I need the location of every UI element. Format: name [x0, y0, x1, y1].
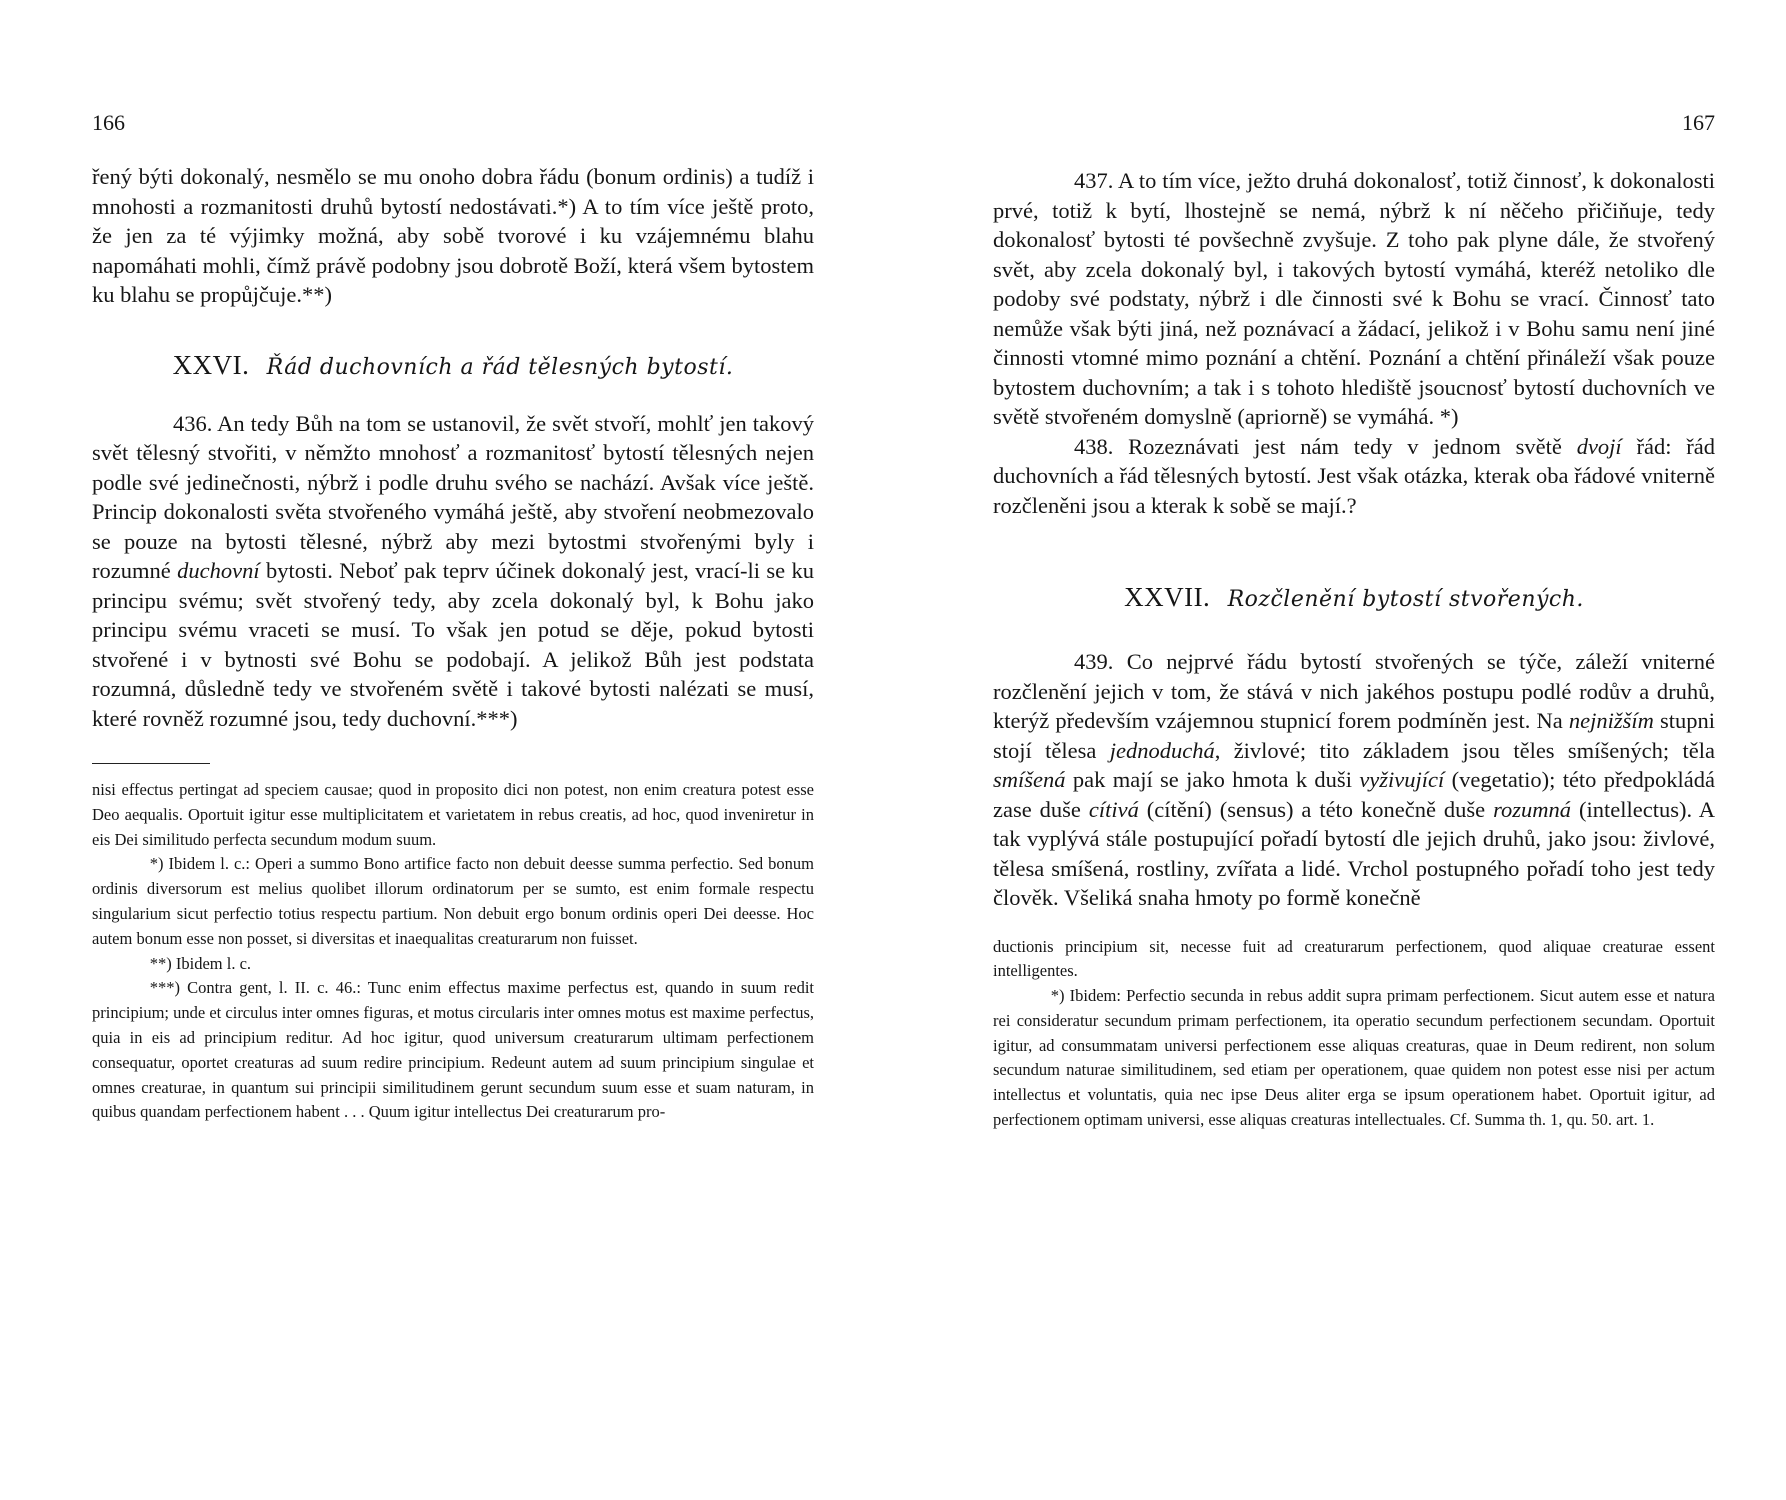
paragraph-continued: řený býti dokonalý, nesmělo se mu onoho dobra řádu (bonum ordinis) a tudíž i mnohosti a rozmanitosti druhů bytostí nedostávati.*) A to tím více ještě proto, že jen za té výjimky možná, aby sobě tvorové i ku vzájemnému blahu napomáhati mohli, čímž právě podobny jsou dobrotě Boží, která všem bytostem ku blahu se propůjčuje.**) — [92, 164, 814, 307]
p438-text-b: řád: řád duchovních a řád tělesných bytostí. Jest však otázka, kterak oba řádové vniterně rozčleněni jsou a kterak k sobě se mají.? — [993, 433, 1716, 518]
section-heading-xxvii — [993, 582, 1715, 613]
p436-text-b: bytosti. Neboť pak teprv účinek dokonalý jest, vrací-li se ku principu svému; svět stvořený tedy, aby zcela dokonalý byl, k Bohu jako principu svému vraceti se musí. To však jen potud se děje, pokud bytosti stvořené i v bytnosti své Bohu se podobají. A jelikož Bůh jest podstata rozumná, důsledně tedy ve stvořeném světě i takové bytosti nalézati se musí, které rovněž rozumné jsou, tedy duchovní.***) — [92, 558, 815, 731]
left-page-content — [92, 162, 814, 1125]
section-heading-xxvi — [92, 350, 814, 381]
p439-text-3: , živlové; tito základem jsou těles smíšených; těla — [1214, 737, 1716, 763]
p436-text-a: 436. An tedy Bůh na tom se ustanovil, že svět stvoří, mohlť jen takový svět tělesný stvořiti, v němžto mnohosť a rozmanitosť bytostí tělesných nejen podle své jedinečnosti, nýbrž i podle druhu svého se nachází. Avšak více ještě. Princip dokonalosti světa stvořeného vymáhá ještě, aby stvoření neobmezovalo se pouze na bytosti tělesné, nýbrž aby mezi bytostmi stvořenými byly i rozumné — [92, 410, 814, 583]
p439-emphasis-4: vyživující — [1359, 767, 1445, 792]
heading-number: XXVII. — [1124, 582, 1211, 612]
paragraph-436 — [92, 409, 814, 734]
footnote-rule — [92, 763, 210, 764]
footnote-continued: ductionis principium sit, necesse fuit ad creaturarum perfectionem, quod aliquae creaturae essent intelligentes. — [993, 936, 1715, 981]
heading-title: Rozčlenění bytostí stvořených. — [1227, 587, 1584, 612]
footnote-1: *) Ibidem: Perfectio secunda in rebus addit supra primam perfectionem. Sicut autem esse et natura rei consideratur secundum primam perfectionem, ita operatio secundum perfectionem secundam. Oportuit igitur, ad consummatam universi perfectionem esse aliquas creaturas, quae in Deum redirent, non solum secundum naturae similitudinem, sed etiam per operationem, quae quidem non potest esse nisi per actum intellectus et voluntatis, quia nec ipse Deus aliter erga se ipsum operationem habet. Oportuit igitur, ad perfectionem optimam universi, esse aliquas creaturas intellectuales. Cf. Summa th. 1, qu. 50. art. 1. — [993, 986, 1715, 1130]
left-page — [92, 0, 814, 1500]
paragraph-438 — [993, 432, 1715, 521]
footnotes-right — [993, 935, 1715, 1133]
paragraph-439 — [993, 647, 1715, 913]
p438-text-a: 438. Rozeznávati jest nám tedy v jednom světě — [1074, 433, 1562, 459]
p439-text-7: (intellectus). A tak vyplývá stále postupující pořadí bytostí dle jejich druhů, jako jsou: živlové, tělesa smíšená, rostliny, zvířata a lidé. Vrchol postupného pořadí toho jest tedy člověk. Všeliká snaha hmoty po formě konečně — [993, 796, 1716, 910]
p439-emphasis-5: cítivá — [1088, 796, 1139, 822]
p439-emphasis-3: smíšená — [993, 767, 1066, 792]
p436-emphasis: duchovní — [177, 558, 260, 583]
right-page-content — [993, 166, 1715, 1133]
p438-emphasis: dvojí — [1576, 433, 1622, 459]
footnote-3: ***) Contra gent, l. II. c. 46.: Tunc enim effectus maxime perfectus est, quando in suum redit principium; unde et circulus inter omnes figuras, et motus circularis inter omnes motus est maxime perfectus, quia in eis ad principium reditur. Ad hoc igitur, quod universum creaturarum ultimam perfectionem consequatur, oportet creaturas ad suum redire principium. Redeunt autem ad suum principium singulae et omnes creaturae, in quantum sui principii similitudinem gerunt secundum suum esse et suam naturam, in quibus quandam perfectionem habent . . . Quum igitur intellectus Dei creaturarum pro- — [92, 978, 814, 1122]
heading-title: Řád duchovních a řád tělesných bytostí. — [266, 354, 734, 380]
p439-emphasis-6: rozumná — [1493, 796, 1572, 822]
page-number-left: 166 — [92, 110, 125, 135]
p439-text-6: (cítění) (sensus) a této konečně duše — [1146, 796, 1486, 822]
p439-emphasis-1: nejnižším — [1568, 708, 1654, 733]
footnotes-left — [92, 778, 814, 1125]
p439-text-2: stupni stojí tělesa — [993, 708, 1716, 763]
p439-text-1: 439. Co nejprvé řádu bytostí stvořených se týče, záleží vniterné rozčlenění jejich v tom, že stává v nich jakéhos postupu podlé rodův a druhů, kterýž především vzájemnou stupnicí forem podmíněn jest. Na — [993, 649, 1715, 733]
p439-text-4: pak mají se jako hmota k duši — [1072, 767, 1352, 792]
page-number-right: 167 — [1682, 110, 1715, 135]
heading-number: XXVI. — [172, 349, 250, 380]
paragraph-437: 437. A to tím více, ježto druhá dokonalosť, totiž činnosť, k dokonalosti prvé, totiž k bytí, lhostejně se nemá, nýbrž k ní něčeho přičiňuje, tedy dokonalosť bytosti té povšechně zvyšuje. Z toho pak plyne dále, že stvořený svět, aby zcela dokonalý byl, i takových bytostí vymáhá, kteréž netoliko dle podoby své podstaty, nýbrž i dle činnosti své k Bohu se vrací. Činnosť tato nemůže však býti jiná, než poznávací a žádací, jelikož i v Bohu samu není jiné činnosti vtomné mimo poznání a chtění. Poznání a chtění přináleží však pouze bytostem duchovním; a tak i s tohoto hlediště jsoucnosť bytostí duchovních ve světě stvořeném domyslně (apriorně) se vymáhá. *) — [993, 168, 1715, 429]
footnote-continued: nisi effectus pertingat ad speciem causae; quod in proposito dici non potest, non enim creatura potest esse Deo aequalis. Oportuit igitur esse multiplicitatem et varietatem in rebus creatis, ad hoc, quod inveniretur in eis Dei similitudo perfecta secundum modum suum. — [92, 780, 814, 849]
footnote-2: **) Ibidem l. c. — [149, 953, 252, 973]
right-page — [993, 0, 1715, 1500]
p439-emphasis-2: jednoduchá — [1109, 737, 1215, 763]
p439-text-5: (vegetatio); této předpokládá zase duše — [993, 767, 1715, 822]
footnote-1: *) Ibidem l. c.: Operi a summo Bono artifice facto non debuit deesse summa perfectio. Sed bonum ordinis diversorum est melius quolibet illorum ordinatorum per se sumto, est enim formale respectu singularium sicut perfectio totius respectu partium. Non debuit ergo bonum ordinis operi Dei deesse. Hoc autem bonum esse non posset, si diversitas et inaequalitas creaturarum non fuisset. — [92, 854, 814, 948]
